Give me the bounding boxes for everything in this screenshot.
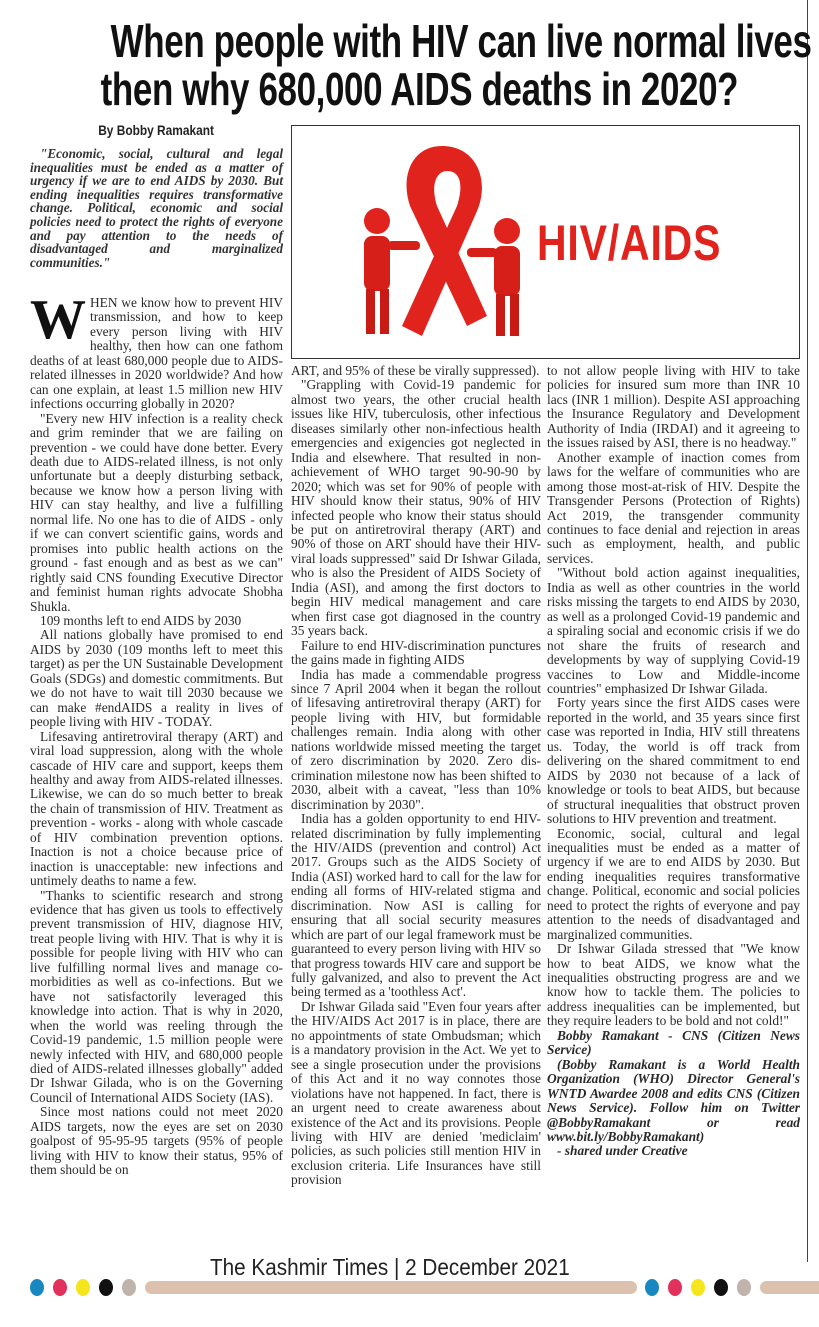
drop-cap: W [30, 289, 86, 351]
article-column-2 [291, 364, 541, 1188]
paragraph: "Thanks to scientific research and strong evidence that has given us tools to effectively prevent transmission of HIV, diagnose HIV, treat people living with HIV. That is why it is possible for people living with HIV who can live fulfilling normal lives and manage co-morbidities as well as co-infections. But we have not satisfactorily leveraged this knowledge into action. That is why in 2020, when the world was reeling through the Covid-19 pandemic, 1.5 million people were newly infected with HIV, and 680,000 people died of AIDS-related illnesses globally" added Dr Ishwar Gilada, who is on the Governing Council of International AIDS Society (IAS). [30, 887, 283, 1105]
print-registration-dot [99, 1279, 113, 1296]
article-column-3 [547, 364, 800, 1159]
paragraph: Lifesaving antiretroviral therapy (ART) and viral load suppression, along with the whole cascade of HIV care and support, keeps them healthy and away from AIDS-related illnesses. Likewise, we can do so much better to break the chain of transmission of HIV. Treatment as prevention - works - along with whole cascade of HIV combination prevention options. Inaction is not a choice because price of inaction is unacceptable: new infections and untimely deaths to name a few. [30, 728, 283, 889]
paragraph: "Grappling with Covid-19 pandemic for almost two years, the other crucial health issues like HIV, tuberculosis, other infectious diseases similarly other non-infectious health emergencies and exigencies got neglected in India and elsewhere. That resulted in non-achievement of WHO target 90-90-90 by 2020; which was set for 90% of people with HIV should know their status, 90% of HIV infected people who know their status should be put on antiretroviral therapy (ART) and 90% of those on ART should have their HIV-viral loads suppressed" said Dr Ishwar Gilada, who is also the President of AIDS Society of India (ASI), and among the first doctors to begin HIV medical management and care when first case got diagnosed in the country 35 years back. [291, 377, 541, 639]
paragraph: to not allow people living with HIV to take policies for insured sum more than INR 10 lacs (INR 1 million). Despite ASI approaching the Insurance Regulatory and Development Authority of India (IRDAI) and it agreeing to the issues raised by ASI, there is no headway." [547, 363, 800, 451]
paragraph: India has a golden opportunity to end HIV-related discrimination by fully implementing the HIV/AIDS (prevention and control) Act 2017. Groups such as the AIDS Society of India (ASI) worked hard to call for the law for ending all forms of HIV-related stigma and discrimination. Now ASI is calling for ensuring that all social security measures which are part of our legal framework must be guaranteed to every person living with HIV so that progress towards HIV care and support be fully galvanized, and also to prevent the Act being termed as a 'toothless Act'. [291, 811, 541, 1000]
subheading: Failure to end HIV-discrimination punctures the gains made in fighting AIDS [291, 637, 541, 668]
print-registration-dot [737, 1279, 751, 1296]
print-registration-dot [691, 1279, 705, 1296]
hiv-aids-label: HIV/AIDS [537, 215, 722, 271]
paragraph: Dr Ishwar Gilada said "Even four years after the HIV/AIDS Act 2017 is in place, there are no appointments of state Ombudsman; which is a mandatory provision in the Act. We yet to see a single prosecution under the provisions of this Act and it no way connotes those violations have not happened. In fact, there is an urgent need to create awareness about existence of the Act and its provisions. People living with HIV are denied 'mediclaim' policies, as such policies still mention HIV in exclusion criteria. Life Insurances have still provision [291, 998, 541, 1188]
print-registration-dot [645, 1279, 659, 1296]
byline: By Bobby Ramakant [98, 122, 215, 138]
paragraph: Dr Ishwar Gilada stressed that "We know how to beat AIDS, we know what the inequalities obstructing progress are and we know how to tackle them. The policies to address inequalities can be implemented, but they require leaders to be bold and not cold!" [547, 941, 800, 1029]
headline-line-1: When people with HIV can live normal lives [110, 15, 812, 67]
paragraph: Economic, social, cultural and legal inequalities must be ended as a matter of urgency if we are to end AIDS by 2030. But ending inequalities requires transformative change. Political, economic and social policies need to protect the rights of everyone and pay attention to the needs of disadvantaged and marginalized communities. [547, 825, 800, 942]
print-registration-dot [30, 1279, 44, 1296]
author-bio: (Bobby Ramakant is a World Health Organization (WHO) Director General's WNTD Awardee 2008 and edits CNS (Citizen News Service). Follow him on Twitter @BobbyRamakant or read www.bit.ly/BobbyRamakant) [547, 1056, 800, 1145]
paragraph: ART, and 95% of these be virally suppressed). [291, 363, 540, 378]
print-registration-dot [53, 1279, 67, 1296]
print-registration-dot [76, 1279, 90, 1296]
license-note: - shared under Creative [557, 1143, 688, 1159]
subheading: 109 months left to end AIDS by 2030 [40, 612, 242, 628]
article-column-1 [30, 289, 283, 1178]
print-registration-dot [714, 1279, 728, 1296]
paragraph: Since most nations could not meet 2020 AIDS targets, now the eyes are set on 2030 goalpost of 95-95-95 targets (95% of people living with HIV to know their status, 95% of them should be on [30, 1104, 283, 1178]
intro-quote: "Economic, social, cultural and legal inequalities must be ended as a matter of urgency if we are to end AIDS by 2030. But ending inequalities requires transformative change. Political, economic and social policies need to protect the rights of everyone and pay attention to the needs of disadvantaged and marginalized communities." [30, 146, 283, 270]
hiv-aids-illustration [291, 125, 800, 359]
paragraph: India has made a commendable progress since 7 April 2004 when it began the rollout of lifesaving antiretroviral therapy (ART) for people living with HIV, but formidable challenges remain. India along with other nations worldwide missed meeting the target of zero discrimination by 2020. Zero discrimination milestone now has been shifted to 2030, albeit with a caveat, "less than 10% discrimination by 2030". [291, 666, 541, 812]
paragraph: "Without bold action against inequalities, India as well as other countries in the world risks missing the targets to end AIDS by 2030, as well as a prolonged Covid-19 pandemic and a spiraling social and economic crisis if we do not share the fruits of research and developments by way of supplying Covid-19 vaccines to Low and Middle-income countries" emphasized Dr Ishwar Gilada. [547, 565, 800, 696]
print-registration-dot [668, 1279, 682, 1296]
paragraph: "Every new HIV infection is a reality check and grim reminder that we are failing on prevention - we could have done better. Every death due to AIDS-related illness, is not only unfortunate but a deeply disturbing setback, because we know how a person living with HIV can stay healthy, and live a fulfilling normal life. No one has to die of AIDS - only if we can convert scientific gains, words and promises into public health actions on the ground - fast enough and as best as we can" rightly said CNS founding Executive Director and feminist human rights advocate Shobha Shukla. [30, 410, 283, 614]
paragraph: WHEN we know how to prevent HIV transmission, and how to keep every person living with HIV healthy, then how can one fathom deaths of at least 680,000 people due to AIDS-related illnesses in 2020 worldwide? And how can one explain, at least 1.5 million new HIV infections occurring globally in 2020? [30, 289, 283, 412]
print-color-bar [760, 1281, 819, 1294]
column-rule [807, 0, 808, 1262]
publication-date-footer: The Kashmir Times | 2 December 2021 [209, 1254, 570, 1280]
author-signature: Bobby Ramakant - CNS (Citizen News Service) [547, 1027, 800, 1058]
print-registration-dot [122, 1279, 136, 1296]
headline-line-2: then why 680,000 AIDS deaths in 2020? [100, 63, 739, 115]
print-color-bar [145, 1281, 637, 1294]
paragraph: Forty years since the first AIDS cases were reported in the world, and 35 years since first case was reported in India, HIV still threatens us. Today, the world is off track from delivering on the shared commitment to end AIDS by 2030 not because of a lack of knowledge or tools to beat AIDS, but because of structural inequalities that obstruct proven solutions to HIV prevention and treatment. [547, 695, 800, 827]
paragraph: All nations globally have promised to end AIDS by 2030 (109 months left to meet this target) as per the UN Sustainable Development Goals (SDGs) and domestic commitments. But we do not have to wait till 2030 because we can make #endAIDS a reality in lives of people living with HIV - TODAY. [30, 627, 283, 730]
paragraph: Another example of inaction comes from laws for the welfare of communities who are among those most-at-risk of HIV. Despite the Transgender Persons (Protection of Rights) Act 2019, the transgender community continues to face denial and rejection in areas such as employment, health, and public services. [547, 449, 800, 566]
